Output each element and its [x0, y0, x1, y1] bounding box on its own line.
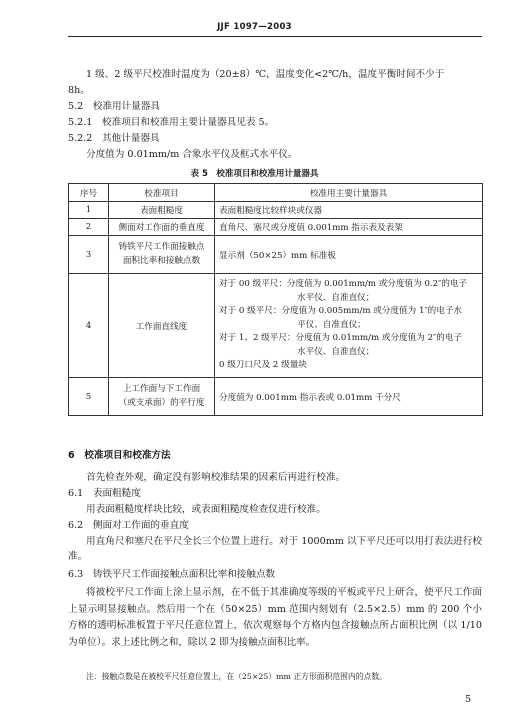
- running-header: JJF 1097—2003: [217, 22, 292, 32]
- section-5-2-2-heading: 5.2.2 其他计量器具: [68, 133, 160, 144]
- instrument-line: 对于 0 级平尺：分度值为 0.005mm/m 或分度值为 1″的电子水: [219, 306, 463, 317]
- section-6-3-heading: 6.3 铸铁平尺工作面接触点面积比率和接触点数: [68, 569, 276, 580]
- row-instrument: 显示剂（50×25）mm 标准板: [215, 236, 483, 274]
- section-5-2-heading: 5.2 校准用计量器具: [68, 101, 161, 112]
- row-instrument: 表面粗糙度比较样块或仪器: [215, 202, 483, 219]
- col-header-instrument: 校准用主要计量器具: [215, 184, 483, 202]
- section-6-intro: 首先检查外观，确定没有影响校准结果的因素后再进行校准。: [86, 472, 346, 483]
- row-item: 工作面直线度: [109, 274, 215, 378]
- col-header-no: 序号: [69, 184, 109, 202]
- section-5-2-1: 5.2.1 校准项目和校准用主要计量器具见表 5。: [68, 117, 275, 128]
- intro-line-1: 1 级、2 级平尺校准时温度为（20±8）℃，温度变化<2℃/h，温度平衡时间不少于: [86, 69, 445, 80]
- row-instrument: [215, 274, 483, 378]
- row-no: 3: [69, 236, 109, 274]
- table-header-row: [69, 184, 483, 202]
- table-5: [68, 183, 483, 416]
- row-item: 表面粗糙度: [109, 202, 215, 219]
- section-6-1-heading: 6.1 表面粗糙度: [68, 488, 141, 499]
- row-no: 4: [69, 274, 109, 378]
- table-note: 注：接触点数是在被校平尺任意位置上，在（25×25）mm 正方形面积范围内的点数。: [86, 672, 387, 681]
- table-row: [69, 378, 483, 416]
- instrument-line: 水平仪、自准直仪；: [297, 346, 375, 357]
- table-row: [69, 236, 483, 274]
- col-header-item: 校准项目: [109, 184, 215, 202]
- row-instrument: 直角尺、塞尺或分度值 0.001mm 指示表及表架: [215, 219, 483, 236]
- row-no: 2: [69, 219, 109, 236]
- instrument-line: 水平仪、自准直仪；: [297, 292, 375, 303]
- table-5-caption: 表 5 校准项目和校准用计量器具: [190, 169, 319, 179]
- row-instrument: 分度值为 0.001mm 指示表或 0.01mm 千分尺: [215, 378, 483, 416]
- intro-line-2: 8h。: [68, 85, 90, 96]
- section-6-2-body: 用直角尺和塞尺在平尺全长三个位置上进行。对于 1000mm 以下平尺还可以用打表法进行校准。: [68, 536, 482, 562]
- section-6-heading: 6 校准项目和校准方法: [68, 450, 171, 461]
- table-row: [69, 274, 483, 378]
- row-item-line: （或支承面）的平行度: [118, 397, 205, 408]
- section-6-3-body: 将被校平尺工作面上涂上显示剂，在不低于其准确度等级的平板或平尺上研合，使平尺工作面上显示明显接触点。然后用一个在（50×25）mm 范围内刻划有（2.5×2.5）mm 的 200 个小方格的透明标准板置于平尺任意位置上，依次观察每个方格内包含接触点所占面积比例（以 1/10 为单位）。求上述比例之和，除以 2 即为接触点面积比率。: [68, 587, 482, 648]
- page-number: 5: [465, 694, 472, 705]
- row-item: [109, 236, 215, 274]
- section-5-2-2-body: 分度值为 0.01mm/m 合象水平仪及框式水平仪。: [86, 149, 298, 160]
- header-rule: [68, 36, 482, 37]
- instrument-line: 对于 00 级平尺：分度值为 0.001mm/m 或分度值为 0.2″的电子: [219, 279, 468, 290]
- instrument-line: 平仪、自准直仪；: [297, 319, 366, 330]
- row-no: 5: [69, 378, 109, 416]
- instrument-line: 0 级刀口尺及 2 级量块: [219, 360, 307, 371]
- section-6-1-body: 用表面粗糙度样块比较，或表面粗糙度检查仪进行校准。: [86, 504, 326, 515]
- row-no: 1: [69, 202, 109, 219]
- row-item: 侧面对工作面的垂直度: [109, 219, 215, 236]
- row-item-line: 铸铁平尺工作面接触点: [118, 242, 205, 252]
- table-row: [69, 219, 483, 236]
- row-item-line: 上工作面与下工作面: [122, 384, 201, 394]
- instrument-line: 对于 1、2 级平尺：分度值为 0.01mm/m 或分度值为 2″的电子: [219, 333, 463, 344]
- section-6-2-heading: 6.2 侧面对工作面的垂直度: [68, 520, 189, 531]
- row-item: [109, 378, 215, 416]
- table-row: [69, 202, 483, 219]
- row-item-line: 面积比率和接触点数: [122, 255, 201, 266]
